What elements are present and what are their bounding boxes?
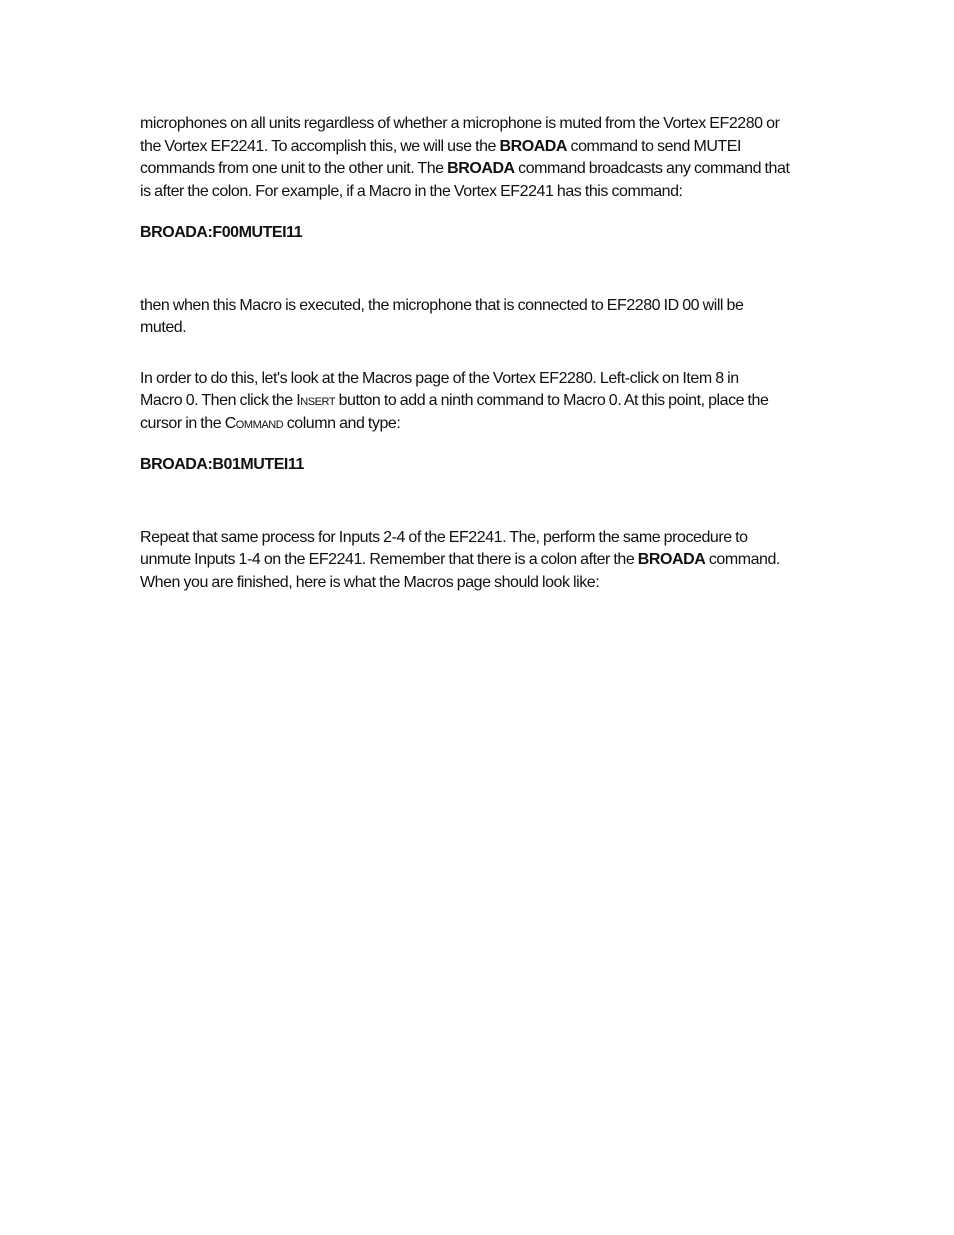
paragraph-line: muted. [140,319,187,336]
text-segment: cursor in the [140,414,225,432]
paragraph-line: Repeat that same process for Inputs 2-4 of the EF2241. The, perform the same procedure to [140,528,748,546]
text-segment: the Vortex EF2241. To accomplish this, we will use the [140,137,500,155]
intro-paragraph [140,113,816,203]
paragraph-line [140,158,816,181]
paragraph-line: microphones on all units regardless of whether a microphone is muted from the Vortex EF2280 or [140,115,780,132]
document-page [140,113,816,594]
insert-button-reference: Insert [296,392,336,409]
command-name: BROADA [499,137,568,155]
paragraph-line: In order to do this, let's look at the Macros page of the Vortex EF2280. Left-click on Item 8 in [140,369,739,387]
paragraph-line [140,136,816,159]
closing-paragraph [140,527,816,595]
text-segment: command to send MUTEI [567,137,741,155]
command-column-reference: Command [224,414,284,432]
result-paragraph [140,295,816,340]
text-segment: commands from one unit to the other unit. The [140,160,448,177]
text-segment: button to add a ninth command to Macro 0. At this point, place the [335,392,769,409]
paragraph-line [140,413,816,436]
command-name: BROADA [447,160,515,177]
text-segment: command. [705,551,780,568]
text-segment: command broadcasts any command that [514,160,790,177]
paragraph-line: is after the colon. For example, if a Macro in the Vortex EF2241 has this command: [140,182,683,200]
command-example-b01: BROADA:B01MUTEI11 [140,456,304,473]
command-example-f00: BROADA:F00MUTEI11 [140,224,303,241]
text-segment: unmute Inputs 1-4 on the EF2241. Remember that there is a colon after the [140,551,638,568]
paragraph-line: When you are finished, here is what the Macros page should look like: [140,573,600,591]
text-segment: Macro 0. Then click the [140,392,297,409]
paragraph-line [140,390,816,413]
command-name: BROADA [637,551,706,568]
paragraph-line [140,549,816,572]
text-segment: column and type: [283,414,401,432]
paragraph-line: then when this Macro is executed, the microphone that is connected to EF2280 ID 00 will be [140,296,744,314]
instructions-paragraph [140,368,816,436]
